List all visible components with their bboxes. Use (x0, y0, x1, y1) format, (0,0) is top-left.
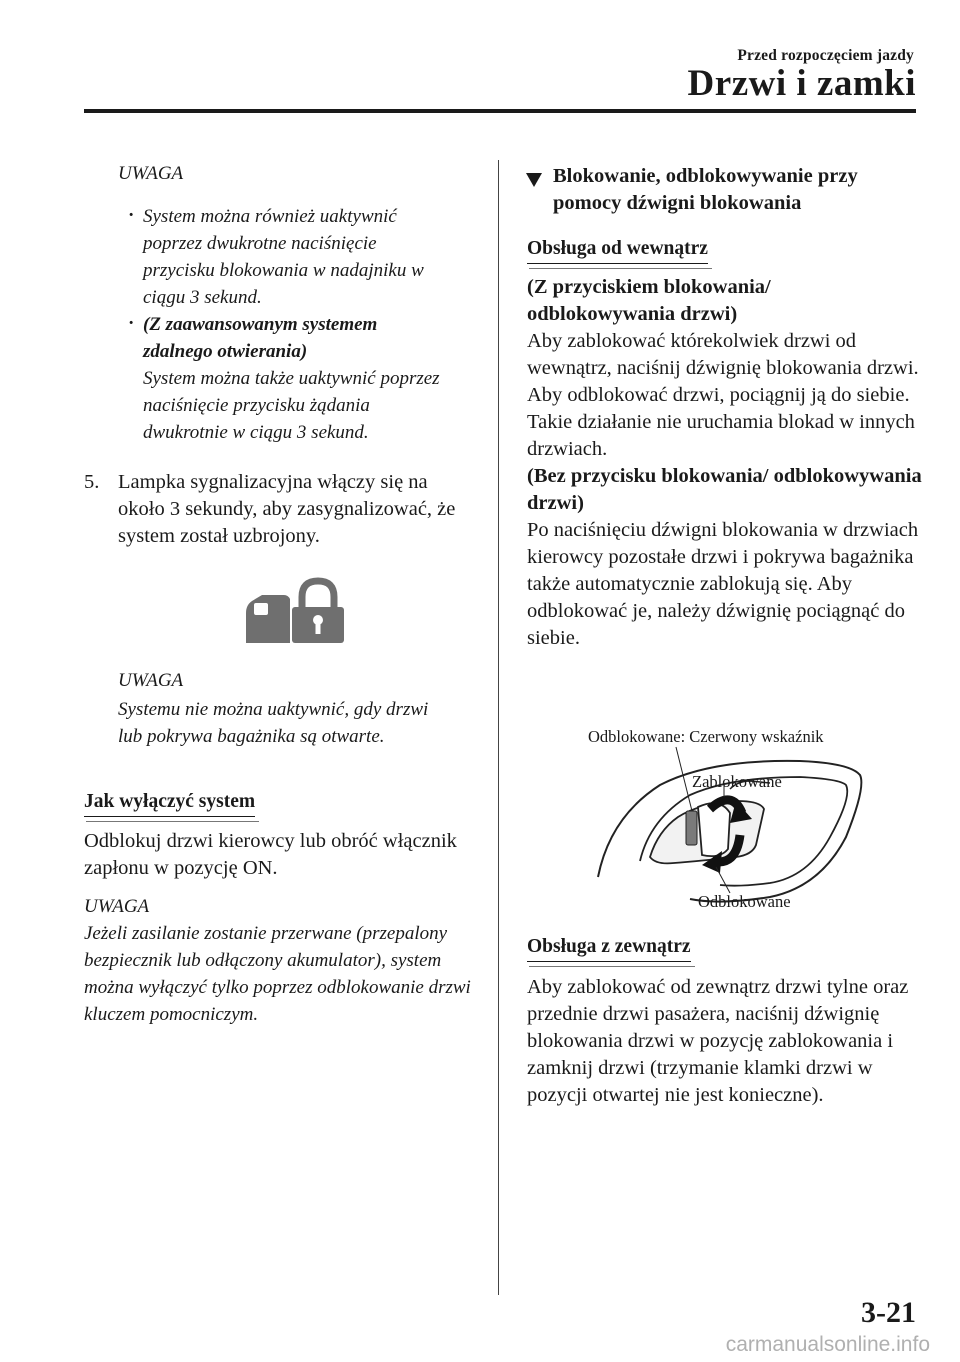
label-unlocked: Odblokowane (698, 892, 791, 911)
section-inside (527, 237, 708, 264)
section-off-title: Jak wyłączyć system (84, 790, 255, 817)
label-locked: Zablokowane (692, 772, 782, 791)
section-outside-title: Obsługa z zewnątrz (527, 935, 691, 962)
note2-label: UWAGA (118, 670, 184, 691)
inside-with-button (527, 274, 922, 652)
without-button-p: Po naciśnięciu dźwigni blokowania w drzwiach kierowcy pozostałe drzwi i pokrywa bagażnika także automatycznie zablokują się. Aby odblokować je, należy dźwignię pociągnąć do siebie. (527, 519, 919, 649)
section-outside (527, 935, 691, 962)
note1-bullet-2-text: System można także uaktywnić poprzez naciśnięcie przycisku żądania dwukrotnie w ciągu 3 sekund. (143, 368, 440, 443)
with-button-head: (Z przyciskiem blokowania/ odblokowywania drzwi) (527, 276, 771, 325)
note2-text: Systemu nie można uaktywnić, gdy drzwi lub pokrywa bagażnika są otwarte. (118, 699, 429, 747)
step-5-text: Lampka sygnalizacyjna włączy się na około 3 sekundy, aby zasygnalizować, że system został uzbrojony. (118, 471, 456, 547)
header-rule (84, 109, 916, 113)
door-lock-diagram (570, 727, 900, 917)
step-5 (84, 469, 474, 550)
header-subtitle: Przed rozpoczęciem jazdy (737, 47, 914, 64)
watermark: carmanualsonline.info (725, 1333, 930, 1356)
note1-bullet-1: · System można również uaktywnić poprzez dwukrotne naciśnięcie przycisku blokowania w nadajniku w ciągu 3 sekund. (128, 203, 448, 311)
security-indicator-icon (240, 577, 344, 643)
with-button-p2: Aby odblokować drzwi, pociągnij ją do siebie. (527, 384, 910, 406)
note1 (118, 160, 448, 446)
without-button-head: (Bez przycisku blokowania/ odblokowywania drzwi) (527, 465, 922, 514)
column-divider (498, 160, 499, 1295)
note3-label: UWAGA (84, 896, 150, 917)
right-heading (526, 163, 916, 217)
outside-text: Aby zablokować od zewnątrz drzwi tylne oraz przednie drzwi pasażera, naciśnij dźwignię blokowania drzwi w pozycję zablokowania i zamknij drzwi (trzymanie klamki drzwi w pozycji otwartej nie jest konieczne). (527, 976, 909, 1106)
door-lever-illustration (570, 727, 900, 917)
section-inside-title: Obsługa od wewnątrz (527, 237, 708, 264)
label-unlocked-red-indicator: Odblokowane: Czerwony wskaźnik (588, 727, 824, 746)
note3-text: Jeżeli zasilanie zostanie przerwane (przepalony bezpiecznik lub odłączony akumulator), system można wyłączyć tylko poprzez odblokowanie drzwi kluczem pomocniczym. (84, 923, 471, 1025)
page-number: 3-21 (861, 1296, 916, 1329)
right-heading-text: Blokowanie, odblokowywanie przy pomocy dźwigni blokowania (553, 165, 858, 214)
step-5-number: 5. (84, 471, 100, 493)
note1-label: UWAGA (118, 163, 184, 184)
off-text: Odblokuj drzwi kierowcy lub obróć włącznik zapłonu w pozycję ON. (84, 830, 457, 879)
note1-bullet-2 (128, 311, 448, 446)
with-button-p3: Takie działanie nie uruchamia blokad w innych drzwiach. (527, 411, 915, 460)
note1-bullet-2-head: · (Z zaawansowanym systemem zdalnego otwierania) (143, 314, 378, 362)
with-button-p1: Aby zablokować którekolwiek drzwi od wewnątrz, naciśnij dźwignię blokowania drzwi. (527, 330, 919, 379)
triangle-bullet-icon (526, 173, 542, 187)
section-off (84, 790, 255, 817)
page-title: Drzwi i zamki (687, 63, 916, 104)
note2 (118, 667, 448, 750)
note3 (84, 893, 474, 1028)
